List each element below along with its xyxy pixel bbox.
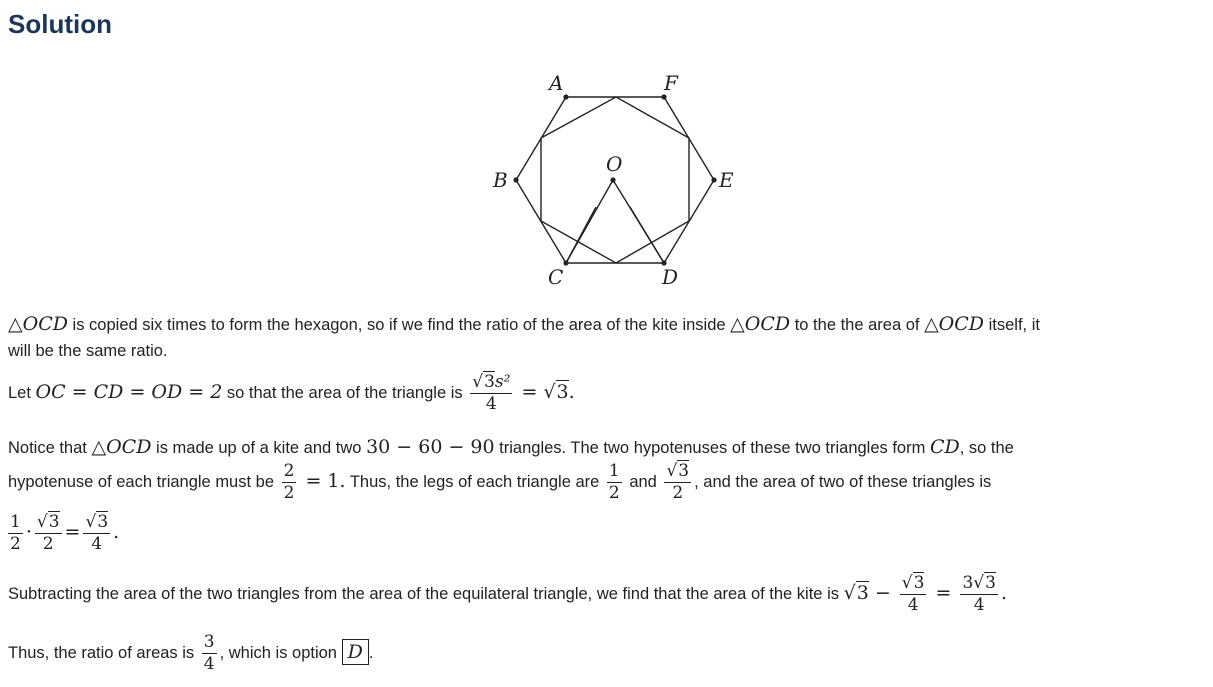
label-a: A [549,71,564,95]
answer-box: D [342,639,369,665]
paragraph-2: Let OC = CD = OD = 2 so that the area of the triangle is $\frac{\text{√3s²}}{4}$ = √3. [8,372,575,414]
label-e: E [719,168,734,192]
vertex-b-dot [513,177,518,182]
paragraph-5: $\frac{1}{2}$ · $\frac{√3}{2}$ = $\frac{√3}{4}$ . [10,512,120,554]
hexagon-figure [478,64,768,294]
kite-left-side [566,207,596,263]
label-c: C [548,265,564,289]
vertex-e-dot [711,177,716,182]
fraction-triangle-area: $\frac{\text{√3s²}}{4}$ [472,372,511,414]
paragraph-7: Thus, the ratio of areas is $\frac{3}{4}$ , which is option D . [8,632,374,674]
paragraph-4: hypotenuse of each triangle must be $\frac{2}{2}$ = 1. Thus, the legs of each triangle are $\frac{1}{2}$ and $\frac{√3}{2}$ , and the area of two of these triangles is [8,461,992,503]
kite-right-side [630,207,664,263]
math-side-lengths: OC = CD = OD = 2 [35,380,223,403]
vertex-f-dot [661,94,666,99]
label-b: B [493,168,508,192]
triangle-ocd [566,180,664,263]
label-d: D [662,265,679,289]
paragraph-6: Subtracting the area of the two triangles from the area of the equilateral triangle, we find that the area of the kite is √3 − $\frac{√3}{4}$ = $\frac{3√3}{4}$ . [8,573,1007,615]
paragraph-1: △OCD is copied six times to form the hexagon, so if we find the ratio of the area of the kite inside △OCD to the the area of △OCD itself, it will be the same ratio. [8,313,1040,360]
math-angles: 30 − 60 − 90 [366,436,495,458]
label-o: O [606,152,623,176]
center-o-dot [610,177,615,182]
vertex-a-dot [563,94,568,99]
label-f: F [664,71,678,95]
paragraph-3: Notice that △OCD is made up of a kite and two 30 − 60 − 90 triangles. The two hypotenuses of these two triangles form CD, so the [8,436,1014,458]
solution-heading: Solution [8,9,112,39]
vertex-c-dot [563,260,568,265]
math-triangle-ocd: △OCD [8,313,68,335]
